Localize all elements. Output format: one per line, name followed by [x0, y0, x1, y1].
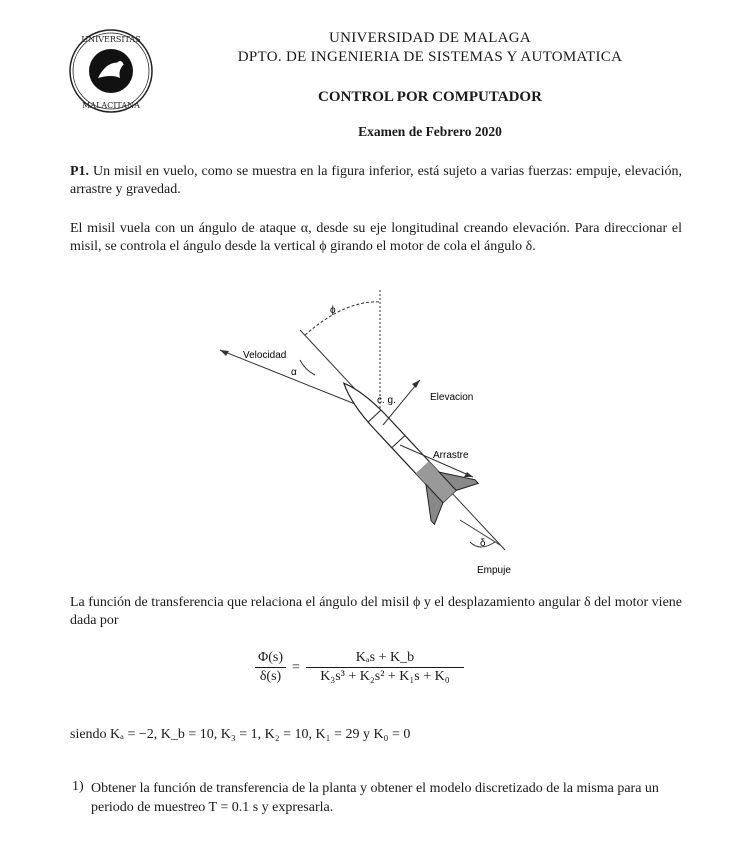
problem-label: P1. [70, 164, 90, 179]
transfer-function-equation [255, 650, 485, 685]
problem-intro [70, 163, 682, 199]
transfer-function-intro: La función de transferencia que relaciona el ángulo del misil ϕ y el desplazamiento angular δ del motor viene dada por [70, 595, 682, 628]
label-phi: ϕ [330, 305, 336, 316]
eq-equals: = [292, 659, 300, 675]
eq-rhs-num: Kₐs + K_b [306, 650, 464, 668]
missile-diagram [205, 280, 535, 580]
department-name: DPTO. DE INGENIERIA DE SISTEMAS Y AUTOMATICA [237, 49, 623, 65]
item-text: Obtener la función de transferencia de la planta y obtener el modelo discretizado de la misma para un periodo de muestreo T = 0.1 s y expresarla. [91, 781, 659, 815]
course-title: CONTROL POR COMPUTADOR [318, 89, 542, 105]
item-number: 1) [72, 779, 84, 794]
label-alpha: α [291, 367, 297, 378]
eq-rhs-den: K₃s³ + K₂s² + K₁s + K₀ [320, 669, 450, 684]
svg-text:MALACITANA: MALACITANA [82, 101, 140, 110]
university-name: UNIVERSIDAD DE MALAGA [328, 30, 532, 46]
svg-text:UNIVERSITAS: UNIVERSITAS [81, 35, 141, 44]
label-velocidad: Velocidad [243, 350, 287, 361]
problem-description: El misil vuela con un ángulo de ataque α, desde su eje longitudinal creando elevación. Para direccionar el misil, se controla el ángulo desde la vertical ϕ girando el motor de cola el ángulo δ. [70, 221, 682, 254]
university-seal-logo [68, 28, 154, 114]
label-elevacion: Elevacion [430, 392, 474, 403]
label-cg: c. g. [377, 395, 396, 406]
problem-intro-text: Un misil en vuelo, como se muestra en la figura inferior, está sujeto a varias fuerzas: empuje, elevación, arrastre y gravedad. [70, 164, 682, 197]
exam-title: Examen de Febrero 2020 [358, 124, 502, 139]
label-empuje: Empuje [477, 565, 511, 576]
eq-lhs-den: δ(s) [259, 669, 282, 684]
parameter-values: siendo Kₐ = −2, K_b = 10, K₃ = 1, K₂ = 10, K₁ = 29 y K₀ = 0 [70, 727, 411, 742]
label-arrastre: Arrastre [433, 450, 469, 461]
eq-lhs-num: Φ(s) [255, 650, 286, 668]
label-delta: δ [480, 538, 486, 549]
